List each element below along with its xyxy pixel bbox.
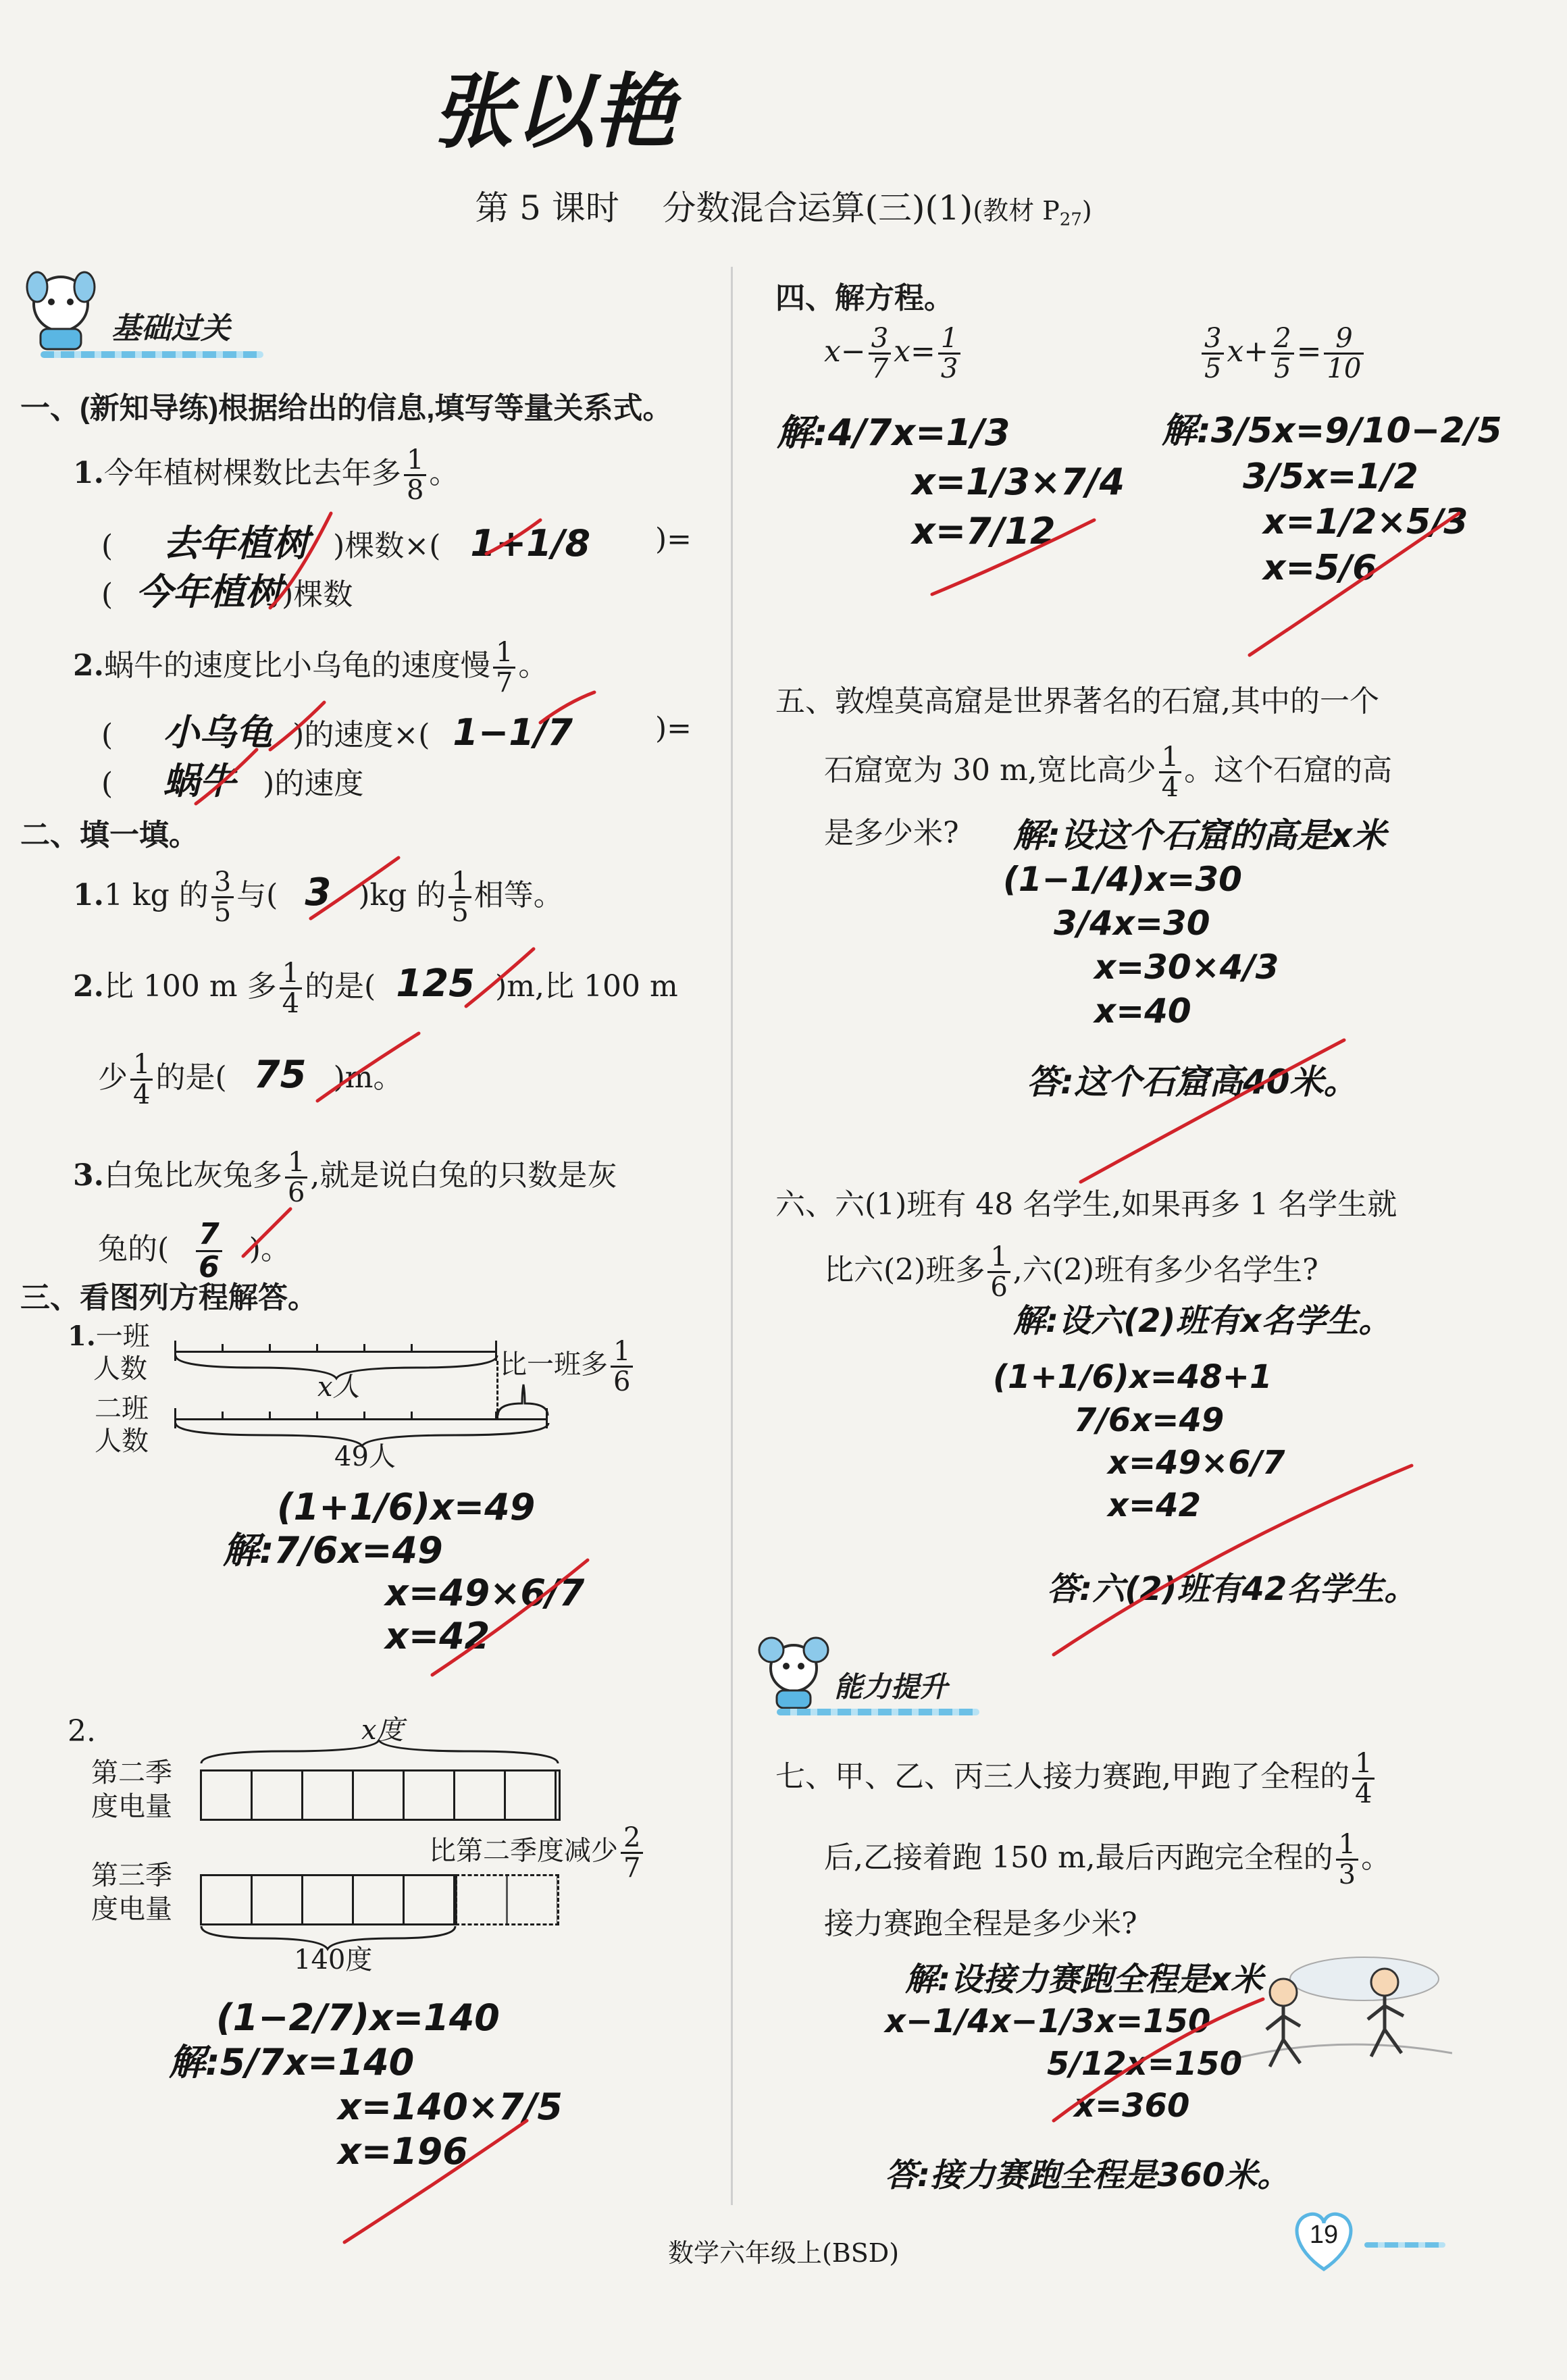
work-line: (1−1/4)x=30 bbox=[1003, 860, 1242, 899]
s2-q2-line1: 2.比 100 m 多 $\frac{1}{4}$ 的是( 125 )m,比 100 m bbox=[73, 958, 678, 1019]
banner-advanced-label: 能力提升 bbox=[834, 1671, 948, 1703]
s1-q2-line2: ( 蜗牛 )的速度 bbox=[101, 760, 364, 802]
s1-q2-line1: ( 小乌龟 )的速度×( 1−1/7 )= bbox=[101, 711, 692, 754]
s1-q1-line2: ( 今年植树)棵数 bbox=[101, 571, 353, 613]
handwritten-name: 张以艳 bbox=[432, 66, 675, 159]
work-line: 解:5/7x=140 bbox=[169, 2040, 415, 2084]
work-line: 3/4x=30 bbox=[1054, 904, 1210, 943]
page-number: 19 bbox=[1309, 2221, 1339, 2249]
work-line: x=5/6 bbox=[1263, 547, 1377, 588]
section-7-heading: 七、甲、乙、丙三人接力赛跑,甲跑了全程的 $\frac{1}{4}$ bbox=[775, 1749, 1377, 1808]
s3-q2-label1: 第二季 度电量 bbox=[91, 1757, 172, 1822]
section-4-heading: 四、解方程。 bbox=[775, 282, 954, 315]
work-line: x=1/2×5/3 bbox=[1263, 502, 1468, 543]
work-line: 7/6x=49 bbox=[1074, 1401, 1225, 1439]
work-line: x=49×6/7 bbox=[385, 1572, 585, 1615]
s2-q1: 1.1 kg 的 $\frac{3}{5}$ 与( 3 )kg 的 $\frac{1}{5}$ 相等。 bbox=[73, 866, 563, 928]
work-line: x=360 bbox=[1074, 2087, 1190, 2125]
s1-q1-line1: ( 去年植树 )棵数×( 1+1/8 )= bbox=[101, 522, 692, 565]
work-line: 答:六(2)班有42名学生。 bbox=[1047, 1570, 1417, 1608]
s1-q1-prompt: 1.今年植树棵数比去年多 $\frac{1}{8}$ 。 bbox=[73, 444, 459, 506]
page-number-badge bbox=[1287, 2202, 1361, 2276]
s2-q3-answer-num: 7 bbox=[196, 1219, 222, 1252]
s2-q1-answer: 3 bbox=[305, 871, 332, 914]
s3-q2-label2: 第三季 度电量 bbox=[91, 1860, 172, 1925]
s3-q2-less: 比第二季度减少 $\frac{2}{7}$ bbox=[429, 1823, 646, 1882]
s1-q1-answer3: 今年植树 bbox=[136, 571, 282, 613]
work-line: (1+1/6)x=48+1 bbox=[993, 1358, 1273, 1397]
s3-q1-more: 比一班多 $\frac{1}{6}$ bbox=[500, 1337, 636, 1396]
s1-q2-answer3: 蜗牛 bbox=[163, 760, 236, 802]
section-3-heading: 三、看图列方程解答。 bbox=[20, 1281, 317, 1314]
s3-q1-label2: 二班 人数 bbox=[95, 1393, 149, 1457]
footer-strip bbox=[1364, 2242, 1445, 2248]
s1-q1-answer1: 去年植树 bbox=[163, 522, 309, 565]
section-5-heading: 五、敦煌莫高窟是世界著名的石窟,其中的一个 bbox=[775, 684, 1379, 719]
s3-q2-total: 140度 bbox=[294, 1944, 373, 1975]
s7-line2: 后,乙接着跑 150 m,最后丙跑完全程的 $\frac{1}{3}$ 。 bbox=[824, 1829, 1391, 1890]
work-line: x=42 bbox=[385, 1615, 490, 1658]
work-line: x−1/4x−1/3x=150 bbox=[885, 2002, 1211, 2041]
s4-eq1: x− $\frac{3}{7}$ x= $\frac{1}{3}$ bbox=[824, 324, 963, 383]
work-line: 答:接力赛跑全程是360米。 bbox=[885, 2156, 1290, 2194]
s3-q2-xlabel: x度 bbox=[361, 1715, 404, 1746]
work-line: x=30×4/3 bbox=[1094, 948, 1279, 987]
s1-q2-prompt: 2.蜗牛的速度比小乌龟的速度慢 $\frac{1}{7}$ 。 bbox=[73, 637, 548, 698]
work-line: 3/5x=1/2 bbox=[1243, 456, 1418, 497]
s2-q3-answer-den: 6 bbox=[199, 1250, 220, 1285]
work-line: (1−2/7)x=140 bbox=[216, 1996, 500, 2039]
work-line: x=196 bbox=[338, 2129, 468, 2173]
section-6-heading: 六、六(1)班有 48 名学生,如果再多 1 名学生就 bbox=[775, 1187, 1397, 1222]
s2-q2-answer2: 75 bbox=[253, 1053, 307, 1097]
work-line: x=40 bbox=[1094, 991, 1191, 1031]
footer-book: 数学六年级上(BSD) bbox=[667, 2238, 900, 2268]
s2-q2-answer1: 125 bbox=[396, 962, 476, 1006]
s6-line2: 比六(2)班多 $\frac{1}{6}$ ,六(2)班有多少名学生? bbox=[824, 1241, 1318, 1303]
work-line: 解:4/7x=1/3 bbox=[777, 411, 1010, 454]
work-line: 解:设六(2)班有x名学生。 bbox=[1013, 1302, 1391, 1340]
s5-line2: 石窟宽为 30 m,宽比高少 $\frac{1}{4}$ 。这个石窟的高 bbox=[824, 742, 1393, 803]
work-line: (1+1/6)x=49 bbox=[277, 1486, 536, 1528]
s2-q2-line2: 少 $\frac{1}{4}$ 的是( 75 )m。 bbox=[98, 1049, 403, 1110]
s5-line3: 是多少米? bbox=[824, 816, 959, 850]
s1-q2-answer2: 1−1/7 bbox=[453, 711, 573, 754]
s2-q3-line2: 兔的( $\frac{7}{6}$ )。 bbox=[98, 1217, 290, 1285]
section-1-heading: 一、(新知导练)根据给出的信息,填写等量关系式。 bbox=[20, 392, 673, 425]
s1-q1-answer2: 1+1/8 bbox=[470, 522, 591, 565]
s1-q2-answer1: 小乌龟 bbox=[163, 711, 273, 754]
work-line: x=1/3×7/4 bbox=[912, 460, 1125, 503]
work-line: 解:7/6x=49 bbox=[223, 1528, 443, 1572]
section-2-heading: 二、填一填。 bbox=[20, 819, 199, 852]
work-line: x=49×6/7 bbox=[1108, 1444, 1285, 1482]
banner-basic-label: 基础过关 bbox=[111, 312, 230, 345]
work-line: 解:设接力赛跑全程是x米 bbox=[905, 1961, 1264, 1998]
work-line: x=7/12 bbox=[912, 509, 1056, 552]
s3-q1-total: 49人 bbox=[334, 1441, 396, 1472]
s3-q1-label1: 1.一班 人数 bbox=[68, 1320, 150, 1385]
s3-q1-xlabel: x人 bbox=[317, 1372, 360, 1403]
work-line: 解:设这个石窟的高是x米 bbox=[1013, 816, 1387, 855]
page-title: 第 5 课时 分数混合运算(三)(1)(教材 $P_{27}$) bbox=[475, 188, 1092, 230]
work-line: x=42 bbox=[1108, 1486, 1201, 1525]
s2-q3-line1: 3.白兔比灰兔多 $\frac{1}{6}$ ,就是说白兔的只数是灰 bbox=[73, 1147, 617, 1208]
work-line: 解:3/5x=9/10−2/5 bbox=[1162, 411, 1502, 451]
s3-q2-num: 2. bbox=[68, 1714, 96, 1749]
s4-eq2: $\frac{3}{5}$ x+ $\frac{2}{5}$ = $\frac{9}{10}$ bbox=[1199, 324, 1366, 383]
work-line: 5/12x=150 bbox=[1047, 2044, 1243, 2083]
s7-line3: 接力赛跑全程是多少米? bbox=[824, 1907, 1137, 1941]
work-line: x=140×7/5 bbox=[338, 2085, 563, 2128]
work-line: 答:这个石窟高40米。 bbox=[1027, 1062, 1358, 1102]
